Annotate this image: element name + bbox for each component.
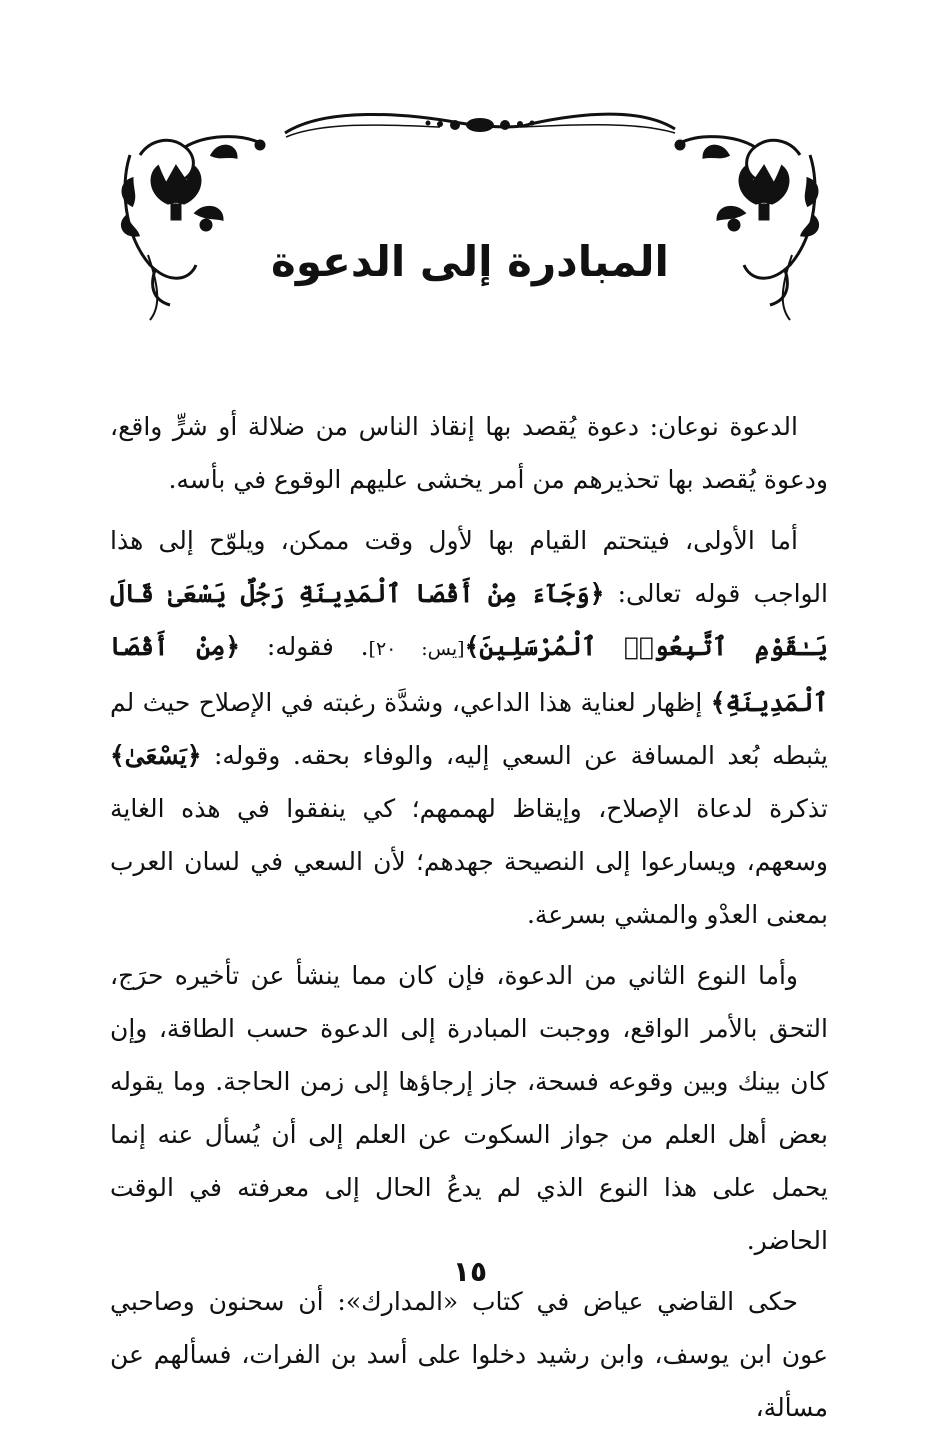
chapter-title: المبادرة إلى الدعوة — [271, 237, 669, 286]
verse-reference: [يس: ٢٠] — [368, 638, 465, 660]
quran-open-bracket: ﴿ — [225, 632, 241, 661]
page-number: ١٥ — [452, 1255, 488, 1288]
quran-verse-1: وَجَآءَ مِنْ أَقْصَا ٱلْمَدِينَةِ رَجُلٌ يَسْعَىٰ قَالَ يَـٰقَوْمِ ٱتَّبِعُوا۟ ٱلْمُرْسَلِينَ — [110, 579, 828, 661]
paragraph-2-text-d: تذكرة لدعاة الإصلاح، وإيقاظ لهممهم؛ كي ينفقوا في هذه الغاية وسعهم، ويسارعوا إلى النصيحة جهدهم؛ لأن السعي في لسان العرب بمعنى العدْو والمشي بسرعة. — [110, 794, 828, 929]
quran-close-bracket: ﴾ — [110, 741, 125, 770]
quran-verse-3: يَسْعَىٰ — [124, 741, 187, 770]
paragraph-4: حكى القاضي عياض في كتاب «المدارك»: أن سحنون وصاحبي عون ابن يوسف، وابن رشيد دخلوا على أسد بن الفرات، فسألهم عن مسألة، — [110, 1287, 828, 1422]
quran-verse-2: مِنْ أَقْصَا ٱلْمَدِينَةِ — [110, 632, 828, 717]
paragraph-2-text-c: إظهار لعناية هذا الداعي، وشدَّة رغبته في الإصلاح حيث لم يثبطه بُعد المسافة عن السعي إليه، والوفاء بحقه. وقوله: — [110, 688, 828, 770]
paragraph-2 — [110, 514, 828, 941]
quran-open-bracket: ﴿ — [589, 579, 605, 608]
paragraph-2-text-b: . فقوله: — [266, 632, 369, 661]
quran-close-bracket: ﴾ — [710, 688, 726, 717]
paragraph-3: وأما النوع الثاني من الدعوة، فإن كان مما ينشأ عن تأخيره حرَج، التحق بالأمر الواقع، ووجبت المبادرة إلى الدعوة حسب الطاقة، وإن كان بينك وبين وقوعه فسحة، جاز إرجاؤها إلى زمن الحاجة. وما يقوله بعض أهل العلم من جواز السكوت عن العلم إلى أن يُسأل عنه إنما يحمل على هذا النوع الذي لم يدعُ الحال إلى معرفته في الوقت الحاضر. — [110, 961, 828, 1255]
paragraph-1: الدعوة نوعان: دعوة يُقصد بها إنقاذ الناس من ضلالة أو شرٍّ واقع، ودعوة يُقصد بها تحذيرهم من أمر يخشى عليهم الوقوع في بأسه. — [110, 412, 828, 494]
paragraph-2-text-a: أما الأولى، فيتحتم القيام بها لأول وقت ممكن، ويلوّح إلى هذا الواجب قوله تعالى: — [110, 526, 828, 608]
quran-open-bracket: ﴿ — [186, 741, 202, 770]
quran-close-bracket: ﴾ — [464, 632, 480, 661]
